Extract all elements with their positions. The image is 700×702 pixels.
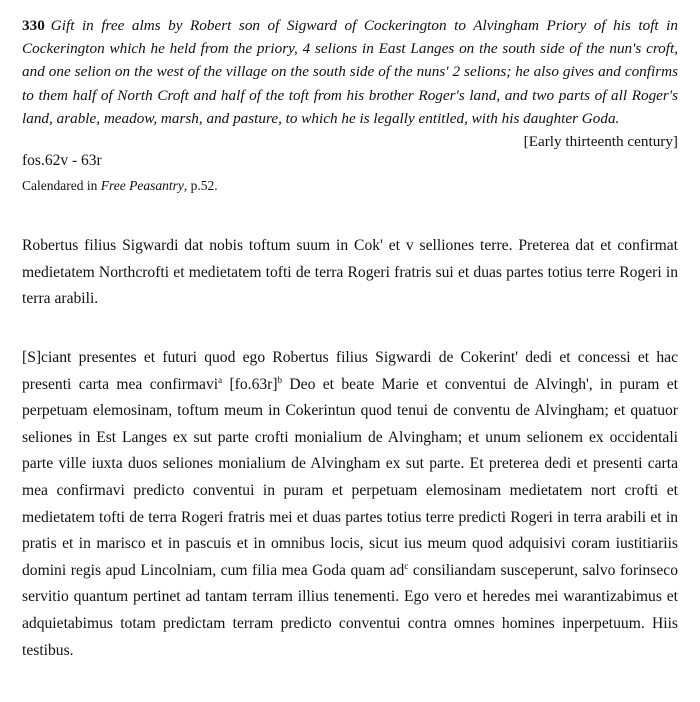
latin-abstract: Robertus filius Sigwardi dat nobis toftum suum in Cok' et v selliones terre. Preterea dat et confirmat medietatem Northcrofti et medietatem tofti de terra Rogeri fratris sui et duas partes totius terre Rogeri in terra arabili. [22,237,678,308]
calendar-title: Free Peasantry [100,178,184,193]
charter-part-1: [S]ciant presentes et futuri quod ego Robertus filius Sigwardi de Cokerint' dedi et concessi et hac presenti carta mea confirmavi [22,349,678,393]
calendar-prefix: Calendared in [22,178,101,193]
entry-heading [22,14,678,153]
entry-number: 330 [22,17,45,34]
calendar-reference [22,178,678,194]
calendar-suffix: , p.52. [183,178,218,193]
charter-part-2: Deo et beate Marie et conventui de Alvingh', in puram et perpetuam elemosinam, toftum meum in Cokerintun quod tenui de conventu de Alvingham; et quatuor seliones in Est Langes ex sut parte crofti monialium de Alvingham; et unum selionem ex occidentali parte ville iuxta duos seliones monialium de Alvingham ex sut parte. Et preterea dedi et presenti carta mea confirmavi predicto conventui in puram et perpetuam elemosinam medietatem nort crofti et medietatem tofti de terra Rogeri fratris mei et duas partes totius terre predicti Rogeri in terra arabili et in pratis et in marisco et in pascuis et in omnibus locis, sicut ius meum quod adquisivi coram iustitiariis domini regis apud Lincolniam, cum filia mea Goda quam ad [22,375,678,579]
footnote-a: a [218,374,223,385]
charter-part-3: consiliandam susceperunt, salvo forinseco servitio quantum pertinet ad tantam terram illius tenementi. Ego vero et heredes mei warantizabimus et adquietabimus totam predictam terram predicto conventui contra omnes homines inperpetuum. Hiis testibus. [22,561,678,659]
footnote-b: b [277,374,283,385]
charter-text [22,345,678,664]
folio-reference: fos.62v - 63r [22,152,102,169]
entry-date: [Early thirteenth century] [523,133,678,151]
footnote-c: c [404,560,409,571]
entry-summary: Gift in free alms by Robert son of Sigward of Cockerington to Alvingham Priory of his toft in Cockerington which he held from the priory, 4 selions in East Langes on the south side of the nun's croft, and one selion on the west of the village on the south side of the nuns' 2 selions; he also gives and confirms to them half of North Croft and half of the toft from his brother Roger's land, and two parts of all Roger's land, arable, meadow, marsh, and pasture, to which he is legally entitled, with his daughter Goda. [22,17,678,127]
folio-marker: [fo.63r] [222,375,278,393]
